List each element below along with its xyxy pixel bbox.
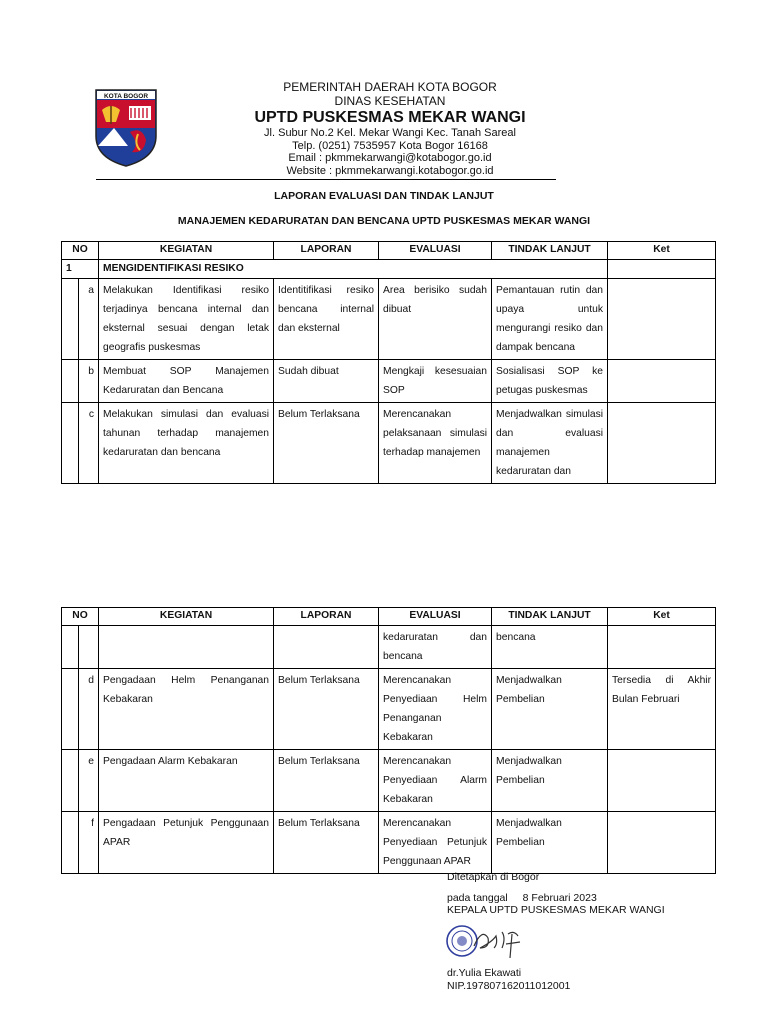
row-kegiatan: Pengadaan Petunjuk Penggunaan APAR [99,812,274,874]
row-evaluasi: Area berisiko sudah dibuat [379,279,492,360]
table-row [62,750,716,812]
col-laporan: LAPORAN [274,608,379,626]
row-laporan: Belum Terlaksana [274,669,379,750]
signature-position: KEPALA UPTD PUSKESMAS MEKAR WANGI [447,904,665,916]
signature-place: Ditetapkan di Bogor [447,871,540,883]
section-row [62,260,716,279]
row-kegiatan: Melakukan simulasi dan evaluasi tahunan terhadap manajemen kedaruratan dan bencana [99,403,274,484]
official-stamp-and-signature [444,918,544,964]
header-institution: UPTD PUSKESMAS MEKAR WANGI [254,109,526,126]
evaluation-table-2 [61,607,716,874]
row-ket [608,360,716,403]
col-tindak-lanjut: TINDAK LANJUT [492,242,608,260]
table-row [62,403,716,484]
row-letter: c [79,403,99,484]
section-no: 1 [62,260,99,279]
report-title: LAPORAN EVALUASI DAN TINDAK LANJUT [274,190,494,202]
col-evaluasi: EVALUASI [379,608,492,626]
logo-text: KOTA BOGOR [103,93,149,100]
col-no: NO [62,242,99,260]
signature-date-value: 8 Februari 2023 [522,892,597,904]
table-row [62,669,716,750]
row-laporan: Belum Terlaksana [274,750,379,812]
col-kegiatan: KEGIATAN [99,608,274,626]
row-letter: f [79,812,99,874]
header-government: PEMERINTAH DAERAH KOTA BOGOR [283,80,497,94]
header-email: Email : pkmmekarwangi@kotabogor.go.id [288,152,492,164]
row-ket [608,279,716,360]
row-kegiatan: Membuat SOP Manajemen Kedaruratan dan Bencana [99,360,274,403]
row-letter: b [79,360,99,403]
col-no: NO [62,608,99,626]
signature-date-label: pada tanggal [447,892,508,904]
row-ket [608,812,716,874]
row-tindak: Sosialisasi SOP ke petugas puskesmas [492,360,608,403]
row-kegiatan: Pengadaan Helm Penanganan Kebakaran [99,669,274,750]
row-evaluasi: Mengkaji kesesuaian SOP [379,360,492,403]
row-tindak: bencana [492,626,608,669]
report-subtitle: MANAJEMEN KEDARURATAN DAN BENCANA UPTD PUSKESMAS MEKAR WANGI [177,215,591,227]
row-letter: a [79,279,99,360]
col-laporan: LAPORAN [274,242,379,260]
col-kegiatan: KEGIATAN [99,242,274,260]
col-tindak-lanjut: TINDAK LANJUT [492,608,608,626]
row-evaluasi: Merencanakan Penyediaan Helm Penanganan Kebakaran [379,669,492,750]
signatory-name: dr.Yulia Ekawati [447,967,522,979]
row-laporan: Belum Terlaksana [274,812,379,874]
row-ket: Tersedia di Akhir Bulan Februari [608,669,716,750]
table-header-row [62,608,716,626]
row-tindak: Menjadwalkan Pembelian [492,750,608,812]
table-header-row [62,242,716,260]
row-ket [608,750,716,812]
table-row [62,812,716,874]
row-kegiatan: Pengadaan Alarm Kebakaran [99,750,274,812]
table-row [62,279,716,360]
row-tindak: Menjadwalkan Pembelian [492,812,608,874]
row-letter: d [79,669,99,750]
evaluation-table-1 [61,241,716,484]
signatory-nip: NIP.197807162011012001 [447,980,571,992]
signature-date [447,892,597,904]
row-evaluasi: Merencanakan pelaksanaan simulasi terhadap manajemen [379,403,492,484]
row-tindak: Menjadwalkan simulasi dan evaluasi manajemen kedaruratan dan [492,403,608,484]
row-tindak: Pemantauan rutin dan upaya untuk mengurangi resiko dan dampak bencana [492,279,608,360]
header-divider [96,179,556,180]
header-website: Website : pkmmekarwangi.kotabogor.go.id [286,165,494,177]
table-row [62,360,716,403]
row-kegiatan: Melakukan Identifikasi resiko terjadinya bencana internal dan eksternal sesuai dengan letak geografis puskesmas [99,279,274,360]
row-laporan: Sudah dibuat [274,360,379,403]
row-laporan: Identitifikasi resiko bencana internal dan eksternal [274,279,379,360]
col-evaluasi: EVALUASI [379,242,492,260]
col-ket: Ket [608,608,716,626]
kota-bogor-logo [94,88,158,168]
row-evaluasi: Merencanakan Penyediaan Alarm Kebakaran [379,750,492,812]
col-ket: Ket [608,242,716,260]
row-tindak: Menjadwalkan Pembelian [492,669,608,750]
row-evaluasi: Merencanakan Penyediaan Petunjuk Penggunaan APAR [379,812,492,874]
header-agency: DINAS KESEHATAN [334,94,446,108]
section-ket [608,260,716,279]
row-ket [608,403,716,484]
header-phone: Telp. (0251) 7535957 Kota Bogor 16168 [292,140,488,152]
row-letter: e [79,750,99,812]
section-title: MENGIDENTIFIKASI RESIKO [99,260,608,279]
row-laporan: Belum Terlaksana [274,403,379,484]
row-evaluasi: kedaruratan dan bencana [379,626,492,669]
continuation-row [62,626,716,669]
header-address: Jl. Subur No.2 Kel. Mekar Wangi Kec. Tanah Sareal [264,127,516,139]
